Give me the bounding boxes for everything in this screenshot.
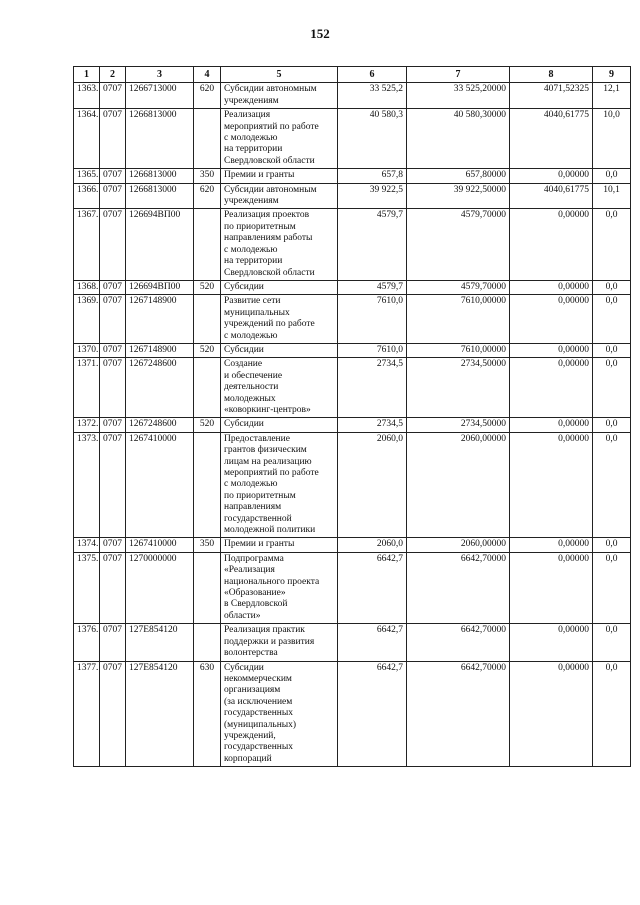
remaining-amount: 0,00000: [510, 295, 593, 344]
remaining-amount: 0,00000: [510, 343, 593, 357]
column-header: 7: [407, 67, 510, 83]
item-name: Субсидии автономным учреждениям: [221, 183, 338, 209]
row-number: 1376.: [74, 624, 100, 661]
planned-amount: 2734,5: [338, 418, 407, 432]
expense-type-code: [194, 209, 221, 280]
target-article-code: 1266813000: [126, 109, 194, 169]
remaining-amount: 0,00000: [510, 358, 593, 418]
executed-amount: 2734,50000: [407, 358, 510, 418]
executed-amount: 40 580,30000: [407, 109, 510, 169]
target-article-code: 127Е854120: [126, 624, 194, 661]
remaining-amount: 0,00000: [510, 552, 593, 623]
table-row: [74, 280, 631, 294]
section-code: 0707: [100, 358, 126, 418]
expense-type-code: 520: [194, 280, 221, 294]
section-code: 0707: [100, 432, 126, 538]
target-article-code: 1267248600: [126, 358, 194, 418]
section-code: 0707: [100, 83, 126, 109]
table-row: [74, 109, 631, 169]
execution-percent: 12,1: [593, 83, 631, 109]
target-article-code: 1267148900: [126, 295, 194, 344]
remaining-amount: 4071,52325: [510, 83, 593, 109]
planned-amount: 7610,0: [338, 343, 407, 357]
planned-amount: 2060,0: [338, 538, 407, 552]
section-code: 0707: [100, 661, 126, 767]
execution-percent: 0,0: [593, 343, 631, 357]
section-code: 0707: [100, 183, 126, 209]
executed-amount: 6642,70000: [407, 552, 510, 623]
row-number: 1368.: [74, 280, 100, 294]
target-article-code: 1266813000: [126, 169, 194, 183]
executed-amount: 6642,70000: [407, 624, 510, 661]
column-header: 4: [194, 67, 221, 83]
page-number: 152: [310, 26, 330, 41]
expense-type-code: [194, 295, 221, 344]
planned-amount: 2060,0: [338, 432, 407, 538]
table-row: [74, 83, 631, 109]
executed-amount: 33 525,20000: [407, 83, 510, 109]
target-article-code: 1266813000: [126, 183, 194, 209]
expense-type-code: 620: [194, 83, 221, 109]
executed-amount: 657,80000: [407, 169, 510, 183]
remaining-amount: 0,00000: [510, 661, 593, 767]
execution-percent: 0,0: [593, 432, 631, 538]
section-code: 0707: [100, 280, 126, 294]
executed-amount: 7610,00000: [407, 295, 510, 344]
item-name: Реализация мероприятий по работе с молодежью на территории Свердловской области: [221, 109, 338, 169]
item-name: Подпрограмма «Реализация национального проекта «Образование» в Свердловской области»: [221, 552, 338, 623]
column-header: 6: [338, 67, 407, 83]
execution-percent: 0,0: [593, 418, 631, 432]
table-row: [74, 432, 631, 538]
executed-amount: 4579,70000: [407, 280, 510, 294]
row-number: 1373.: [74, 432, 100, 538]
section-code: 0707: [100, 538, 126, 552]
table-row: [74, 552, 631, 623]
expense-type-code: 520: [194, 418, 221, 432]
row-number: 1365.: [74, 169, 100, 183]
executed-amount: 2734,50000: [407, 418, 510, 432]
planned-amount: 2734,5: [338, 358, 407, 418]
section-code: 0707: [100, 209, 126, 280]
expense-type-code: [194, 552, 221, 623]
row-number: 1367.: [74, 209, 100, 280]
execution-percent: 0,0: [593, 538, 631, 552]
row-number: 1366.: [74, 183, 100, 209]
target-article-code: 126694ВП00: [126, 280, 194, 294]
item-name: Субсидии: [221, 418, 338, 432]
item-name: Создание и обеспечение деятельности молодежных «коворкинг-центров»: [221, 358, 338, 418]
planned-amount: 33 525,2: [338, 83, 407, 109]
planned-amount: 39 922,5: [338, 183, 407, 209]
section-code: 0707: [100, 624, 126, 661]
execution-percent: 0,0: [593, 209, 631, 280]
table-row: [74, 209, 631, 280]
planned-amount: 6642,7: [338, 624, 407, 661]
execution-percent: 0,0: [593, 169, 631, 183]
target-article-code: 1267248600: [126, 418, 194, 432]
item-name: Премии и гранты: [221, 538, 338, 552]
expense-type-code: 350: [194, 169, 221, 183]
execution-percent: 10,0: [593, 109, 631, 169]
remaining-amount: 0,00000: [510, 169, 593, 183]
execution-percent: 0,0: [593, 552, 631, 623]
expense-type-code: 630: [194, 661, 221, 767]
column-header: 5: [221, 67, 338, 83]
column-header-row: [74, 67, 631, 83]
section-code: 0707: [100, 552, 126, 623]
remaining-amount: 0,00000: [510, 538, 593, 552]
table-row: [74, 538, 631, 552]
table-body: [74, 83, 631, 767]
column-header: 2: [100, 67, 126, 83]
execution-percent: 0,0: [593, 661, 631, 767]
execution-percent: 0,0: [593, 624, 631, 661]
row-number: 1374.: [74, 538, 100, 552]
item-name: Субсидии: [221, 280, 338, 294]
section-code: 0707: [100, 295, 126, 344]
section-code: 0707: [100, 109, 126, 169]
remaining-amount: 0,00000: [510, 624, 593, 661]
target-article-code: 127Е854120: [126, 661, 194, 767]
target-article-code: 1267410000: [126, 538, 194, 552]
item-name: Премии и гранты: [221, 169, 338, 183]
table-row: [74, 295, 631, 344]
remaining-amount: 0,00000: [510, 280, 593, 294]
execution-percent: 0,0: [593, 358, 631, 418]
expense-type-code: [194, 432, 221, 538]
execution-percent: 10,1: [593, 183, 631, 209]
row-number: 1369.: [74, 295, 100, 344]
budget-table: [73, 66, 631, 767]
table-row: [74, 358, 631, 418]
column-header: 9: [593, 67, 631, 83]
planned-amount: 6642,7: [338, 661, 407, 767]
section-code: 0707: [100, 418, 126, 432]
item-name: Развитие сети муниципальных учреждений по работе с молодежью: [221, 295, 338, 344]
section-code: 0707: [100, 169, 126, 183]
table-row: [74, 418, 631, 432]
planned-amount: 6642,7: [338, 552, 407, 623]
table-row: [74, 183, 631, 209]
target-article-code: 126694ВП00: [126, 209, 194, 280]
section-code: 0707: [100, 343, 126, 357]
item-name: Реализация проектов по приоритетным направлениям работы с молодежью на территории Свердловской области: [221, 209, 338, 280]
remaining-amount: 0,00000: [510, 418, 593, 432]
item-name: Субсидии некоммерческим организациям (за исключением государственных (муниципальных) учреждений, государственных корпораций: [221, 661, 338, 767]
item-name: Субсидии: [221, 343, 338, 357]
target-article-code: 1267148900: [126, 343, 194, 357]
table-row: [74, 343, 631, 357]
expense-type-code: [194, 358, 221, 418]
remaining-amount: 0,00000: [510, 432, 593, 538]
expense-type-code: 520: [194, 343, 221, 357]
target-article-code: 1270000000: [126, 552, 194, 623]
target-article-code: 1266713000: [126, 83, 194, 109]
planned-amount: 4579,7: [338, 209, 407, 280]
column-header: 3: [126, 67, 194, 83]
executed-amount: 2060,00000: [407, 432, 510, 538]
execution-percent: 0,0: [593, 280, 631, 294]
executed-amount: 4579,70000: [407, 209, 510, 280]
planned-amount: 7610,0: [338, 295, 407, 344]
expense-type-code: [194, 109, 221, 169]
row-number: 1371.: [74, 358, 100, 418]
remaining-amount: 4040,61775: [510, 183, 593, 209]
table-row: [74, 624, 631, 661]
item-name: Предоставление грантов физическим лицам на реализацию мероприятий по работе с молодежью по приоритетным направлениям государственной молодежной политики: [221, 432, 338, 538]
row-number: 1375.: [74, 552, 100, 623]
row-number: 1370.: [74, 343, 100, 357]
column-header: 8: [510, 67, 593, 83]
row-number: 1363.: [74, 83, 100, 109]
planned-amount: 657,8: [338, 169, 407, 183]
column-header: 1: [74, 67, 100, 83]
executed-amount: 6642,70000: [407, 661, 510, 767]
remaining-amount: 0,00000: [510, 209, 593, 280]
expense-type-code: 620: [194, 183, 221, 209]
row-number: 1377.: [74, 661, 100, 767]
executed-amount: 7610,00000: [407, 343, 510, 357]
target-article-code: 1267410000: [126, 432, 194, 538]
execution-percent: 0,0: [593, 295, 631, 344]
planned-amount: 4579,7: [338, 280, 407, 294]
executed-amount: 39 922,50000: [407, 183, 510, 209]
row-number: 1372.: [74, 418, 100, 432]
table-row: [74, 169, 631, 183]
executed-amount: 2060,00000: [407, 538, 510, 552]
table-row: [74, 661, 631, 767]
item-name: Реализация практик поддержки и развития волонтерства: [221, 624, 338, 661]
planned-amount: 40 580,3: [338, 109, 407, 169]
row-number: 1364.: [74, 109, 100, 169]
item-name: Субсидии автономным учреждениям: [221, 83, 338, 109]
remaining-amount: 4040,61775: [510, 109, 593, 169]
expense-type-code: 350: [194, 538, 221, 552]
expense-type-code: [194, 624, 221, 661]
